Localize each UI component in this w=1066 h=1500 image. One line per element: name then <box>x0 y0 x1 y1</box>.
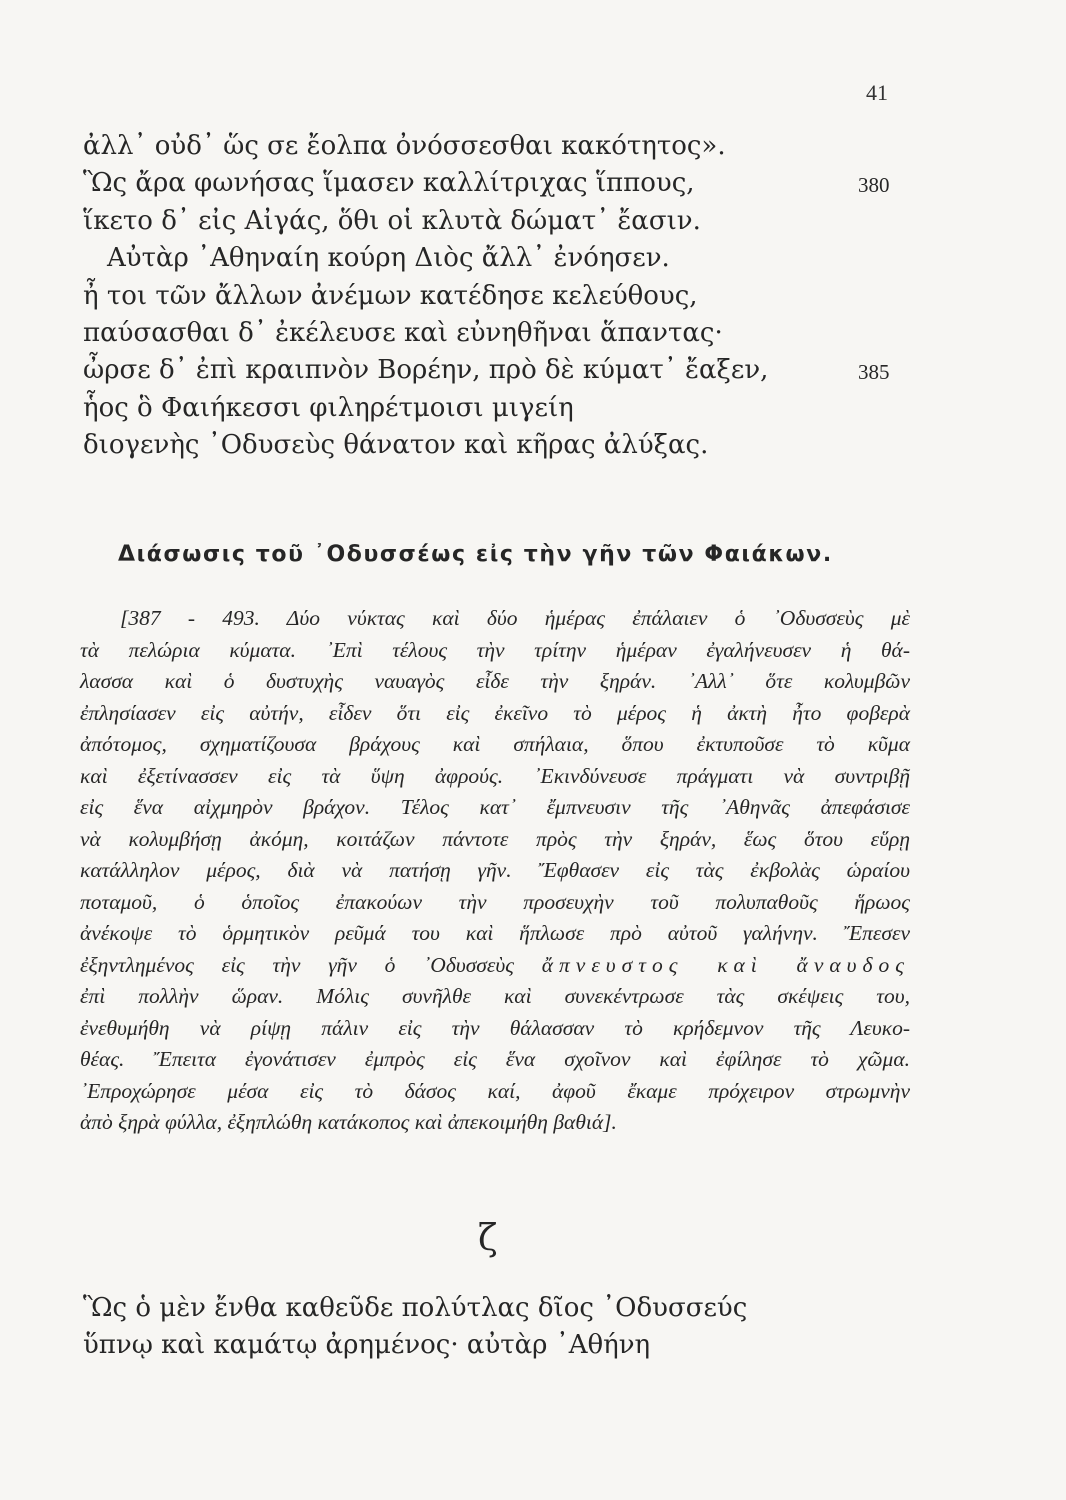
verse-line <box>83 390 913 427</box>
summary-line: καὶ ἐξετίνασσεν εἰς τὰ ὕψη ἀφρούς. ᾽Εκινδύνευσε πράγματι νὰ συντριβῇ <box>80 763 910 788</box>
summary-paragraph <box>80 603 910 1139</box>
summary-line: τὰ πελώρια κύματα. ᾽Επὶ τέλους τὴν τρίτην ἡμέραν ἐγαλήνευσεν ἡ θά- <box>80 637 910 662</box>
summary-line: λασσα καὶ ὁ δυστυχὴς ναυαγὸς εἶδε τὴν ξηράν. ᾽Αλλ᾽ ὅτε κολυμβῶν <box>80 669 910 693</box>
verse-line <box>83 352 913 389</box>
verse-block-1 <box>83 128 913 465</box>
summary-line: θέας. Ἔπειτα ἐγονάτισεν ἐμπρὸς εἰς ἕνα σχοῖνον καὶ ἐφίλησε τὸ χῶμα. <box>80 1047 910 1071</box>
verse-line <box>83 278 913 315</box>
verse-line <box>83 203 913 240</box>
verse-text: ἵκετο δ᾽ εἰς Αἰγάς, ὅθι οἱ κλυτὰ δώματ᾽ ἔασιν. <box>83 205 701 236</box>
verse-text: Ὣς ἄρα φωνήσας ἵμασεν καλλίτριχας ἵππους, <box>83 168 695 199</box>
summary-line: ἐπὶ πολλὴν ὥραν. Μόλις συνῆλθε καὶ συνεκέντρωσε τὰς σκέψεις του, <box>80 984 910 1008</box>
verse-text: παύσασθαι δ᾽ ἐκέλευσε καὶ εὐνηθῆναι ἅπαντας· <box>83 317 723 348</box>
verse-line: ὕπνῳ καὶ καμάτῳ ἀρημένος· αὐτὰρ ᾽Αθήνη <box>83 1330 651 1361</box>
verse-text: ἧος ὃ Φαιήκεσσι φιληρέτμοισι μιγείη <box>83 392 574 423</box>
verse-text: ἀλλ᾽ οὐδ᾽ ὥς σε ἔολπα ὀνόσσεσθαι κακότητος». <box>83 131 726 161</box>
verse-line <box>83 240 913 277</box>
summary-line: ἀνέκοψε τὸ ὁρμητικὸν ρεῦμά του καὶ ἥπλωσε πρὸ αὐτοῦ γαλήνην. Ἔπεσεν <box>80 921 910 945</box>
verse-line: Ὣς ὁ μὲν ἔνθα καθεῦδε πολύτλας δῖος ᾽Οδυσσεύς <box>83 1293 748 1323</box>
verse-block-2 <box>83 1290 913 1365</box>
verse-text: Αὐτὰρ ᾽Αθηναίη κούρη Διὸς ἄλλ᾽ ἐνόησεν. <box>107 243 670 274</box>
verse-line <box>83 315 913 352</box>
section-heading: Διάσωσις τοῦ ᾽Οδυσσέως εἰς τὴν γῆν τῶν Φαιάκων. <box>118 542 833 567</box>
verse-line <box>83 165 913 202</box>
summary-line: ἐπλησίασεν εἰς αὐτήν, εἶδεν ὅτι εἰς ἐκεῖνο τὸ μέρος ἡ ἀκτὴ ἦτο φοβερὰ <box>80 700 910 725</box>
summary-line: ἐνεθυμήθη νὰ ρίψῃ πάλιν εἰς τὴν θάλασσαν τὸ κρήδεμνον τῆς Λευκο- <box>80 1015 910 1040</box>
verse-text: διογενὴς ᾽Οδυσεὺς θάνατον καὶ κῆρας ἀλύξας. <box>83 430 709 461</box>
verse-text: ὦρσε δ᾽ ἐπὶ κραιπνὸν Βορέην, πρὸ δὲ κύματ᾽ ἔαξεν, <box>83 355 769 386</box>
summary-text: ἐξηντλημένος εἰς τὴν γῆν ὁ ᾽Οδυσσεὺς <box>80 952 542 977</box>
summary-line: ἀπὸ ξηρὰ φύλλα, ἐξηπλώθη κατάκοπος καὶ ἀπεκοιμήθη βαθιά]. <box>80 1110 617 1134</box>
verse-line <box>83 427 913 464</box>
summary-line: ἀπότομος, σχηματίζουσα βράχους καὶ σπήλαια, ὅπου ἐκτυποῦσε τὸ κῦμα <box>80 732 910 756</box>
summary-line: ποταμοῦ, ὁ ὁποῖος ἐπακούων τὴν προσευχὴν τοῦ πολυπαθοῦς ἥρωος <box>80 889 910 914</box>
summary-line: [387 - 493. Δύο νύκτας καὶ δύο ἡμέρας ἐπάλαιεν ὁ ᾽Οδυσσεὺς μὲ <box>120 606 910 630</box>
verse-line <box>83 128 913 165</box>
book-letter: ζ <box>478 1218 498 1259</box>
summary-line: εἰς ἕνα αἰχμηρὸν βράχον. Τέλος κατ᾽ ἔμπνευσιν τῆς ᾽Αθηνᾶς ἀπεφάσισε <box>80 795 910 819</box>
line-number: 385 <box>858 360 890 385</box>
line-number: 380 <box>858 173 890 198</box>
summary-line: νὰ κολυμβήσῃ ἀκόμη, κοιτάζων πάντοτε πρὸς τὴν ξηράν, ἕως ὅτου εὕρῃ <box>80 826 910 851</box>
summary-line <box>80 950 910 982</box>
summary-line: κατάλληλον μέρος, διὰ νὰ πατήσῃ γῆν. Ἔφθασεν εἰς τὰς ἐκβολὰς ὡραίου <box>80 858 910 882</box>
verse-text: ἦ τοι τῶν ἄλλων ἀνέμων κατέδησε κελεύθους, <box>83 280 698 311</box>
page-number: 41 <box>866 80 888 105</box>
summary-line: ᾽Επροχώρησε μέσα εἰς τὸ δάσος καί, ἀφοῦ ἔκαμε πρόχειρον στρωμνὴν <box>80 1078 910 1103</box>
spaced-emphasis: ἄπνευστος καὶ ἄναυδος <box>541 952 910 977</box>
